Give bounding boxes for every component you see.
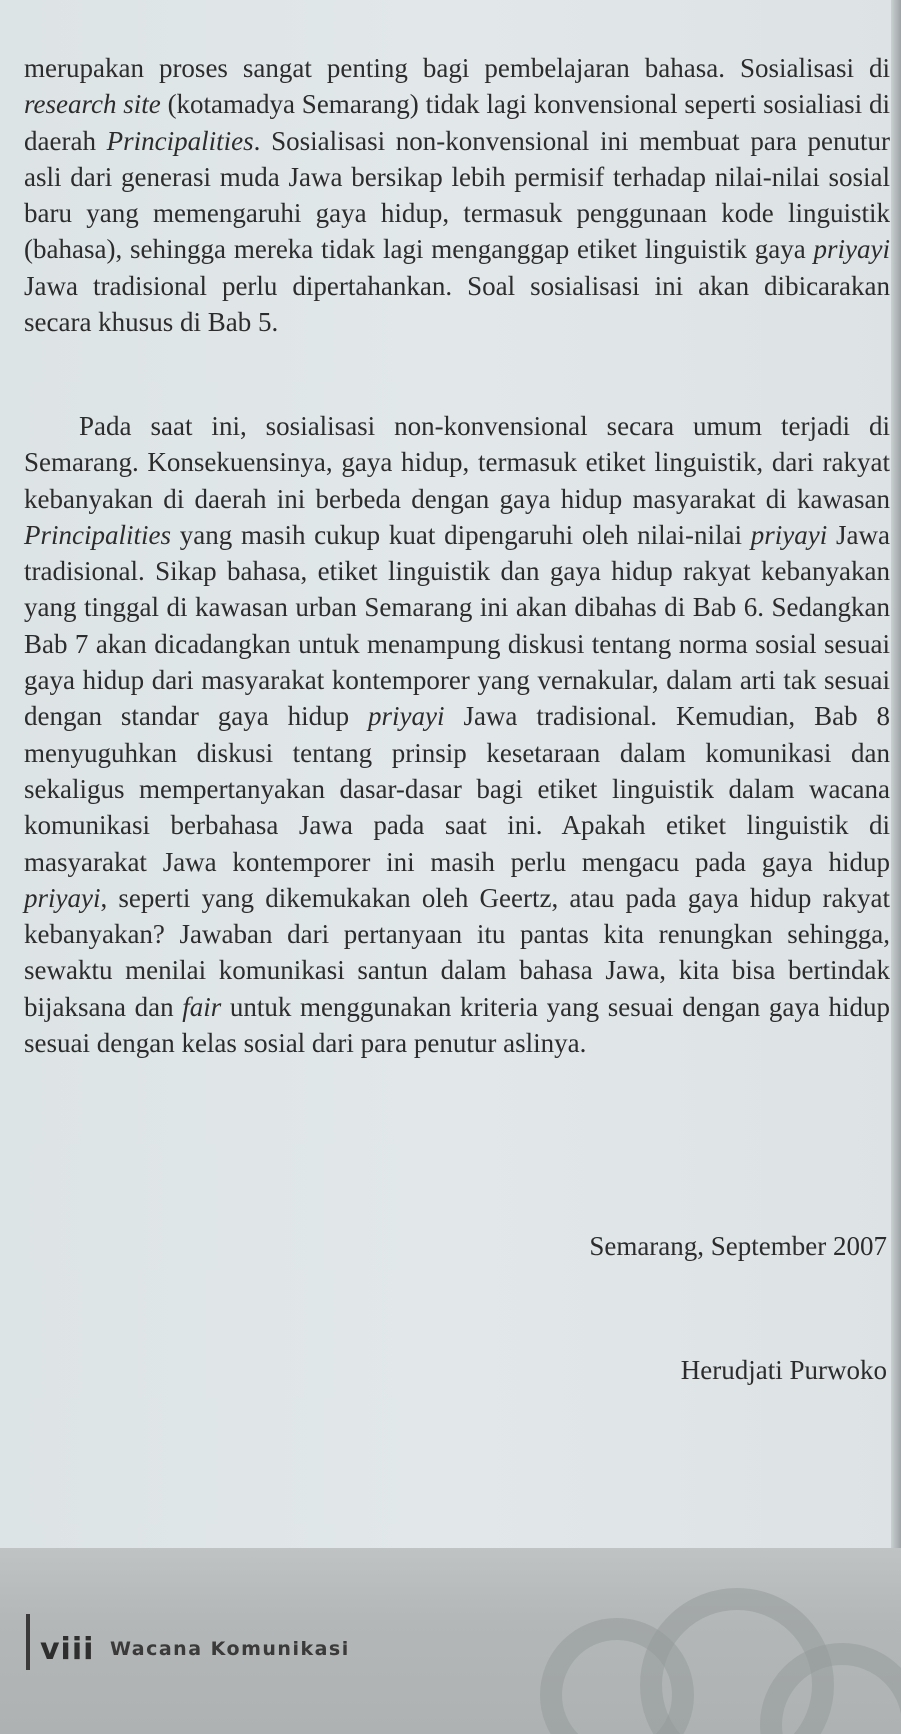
text-run: Jawa tradisional perlu dipertahankan. Soal sosialisasi ini akan dibicarakan secara khusus di Bab 5.	[24, 270, 890, 338]
text-run: . Sosialisasi non-konvensional ini membuat para penutur asli dari generasi muda Jawa bersikap lebih permisif terhadap nilai-nilai sosial baru yang memengaruhi gaya hidup, termasuk penggunaan kode linguistik (bahasa), sehingga mereka tidak lagi menganggap etiket linguistik gaya	[24, 125, 890, 265]
paragraph-2-text	[24, 408, 890, 1061]
italic-term: research site	[24, 89, 161, 120]
body-paragraph-1	[24, 50, 890, 340]
paragraph-1-text	[24, 50, 890, 340]
italic-term: fair	[182, 991, 222, 1022]
italic-term: priyayi	[368, 701, 445, 732]
page-edge-shadow	[891, 0, 901, 1560]
page-number: viii	[40, 1632, 95, 1667]
text-run: merupakan proses sangat penting bagi pembelajaran bahasa. Sosialisasi di	[24, 53, 890, 83]
italic-term: Principalities	[24, 519, 171, 550]
italic-term: priyayi	[813, 234, 890, 265]
footer-vertical-rule	[26, 1614, 30, 1670]
italic-term: priyayi	[24, 882, 101, 913]
text-run: Jawa tradisional. Kemudian, Bab 8 menyuguhkan diskusi tentang prinsip kesetaraan dalam komunikasi dan sekaligus mempertanyakan dasar-dasar bagi etiket linguistik dalam wacana komunikasi berbahasa Jawa pada saat ini. Apakah etiket linguistik di masyarakat Jawa kontemporer ini masih perlu mengacu pada gaya hidup	[24, 701, 890, 877]
running-title: Wacana Komunikasi	[110, 1638, 350, 1660]
text-run: Pada saat ini, sosialisasi non-konvensional secara umum terjadi di Semarang. Konsekuensinya, gaya hidup, termasuk etiket linguistik, dari rakyat kebanyakan di daerah ini berbeda dengan gaya hidup masyarakat di kawasan	[24, 411, 890, 514]
text-run: Jawa tradisional. Sikap bahasa, etiket linguistik dan gaya hidup rakyat kebanyakan yang tinggal di kawasan urban Semarang ini akan dibahas di Bab 6. Sedangkan Bab 7 akan dicadangkan untuk menampung diskusi tentang norma sosial sesuai gaya hidup dari masyarakat kontemporer yang vernakular, dalam arti tak sesuai dengan standar gaya hidup	[24, 519, 890, 732]
text-run: yang masih cukup kuat dipengaruhi oleh nilai-nilai	[170, 519, 751, 550]
text-run: , seperti yang dikemukakan oleh Geertz, atau pada gaya hidup rakyat kebanyakan? Jawaban dari pertanyaan itu pantas kita renungkan sehingga, sewaktu menilai komunikasi santun dalam bahasa Jawa, kita bisa bertindak bijaksana dan	[24, 882, 890, 1022]
text-run: (kotamadya Semarang) tidak lagi konvensional seperti sosialiasi di daerah	[24, 89, 890, 156]
body-paragraph-2	[24, 408, 890, 1061]
signature-place-date: Semarang, September 2007	[589, 1231, 887, 1261]
text-run: untuk menggunakan kriteria yang sesuai dengan gaya hidup sesuai dengan kelas sosial dari para penutur aslinya.	[24, 991, 890, 1059]
signature-author: Herudjati Purwoko	[680, 1355, 887, 1385]
italic-term: priyayi	[750, 519, 828, 550]
italic-term: Principalities	[106, 125, 254, 156]
